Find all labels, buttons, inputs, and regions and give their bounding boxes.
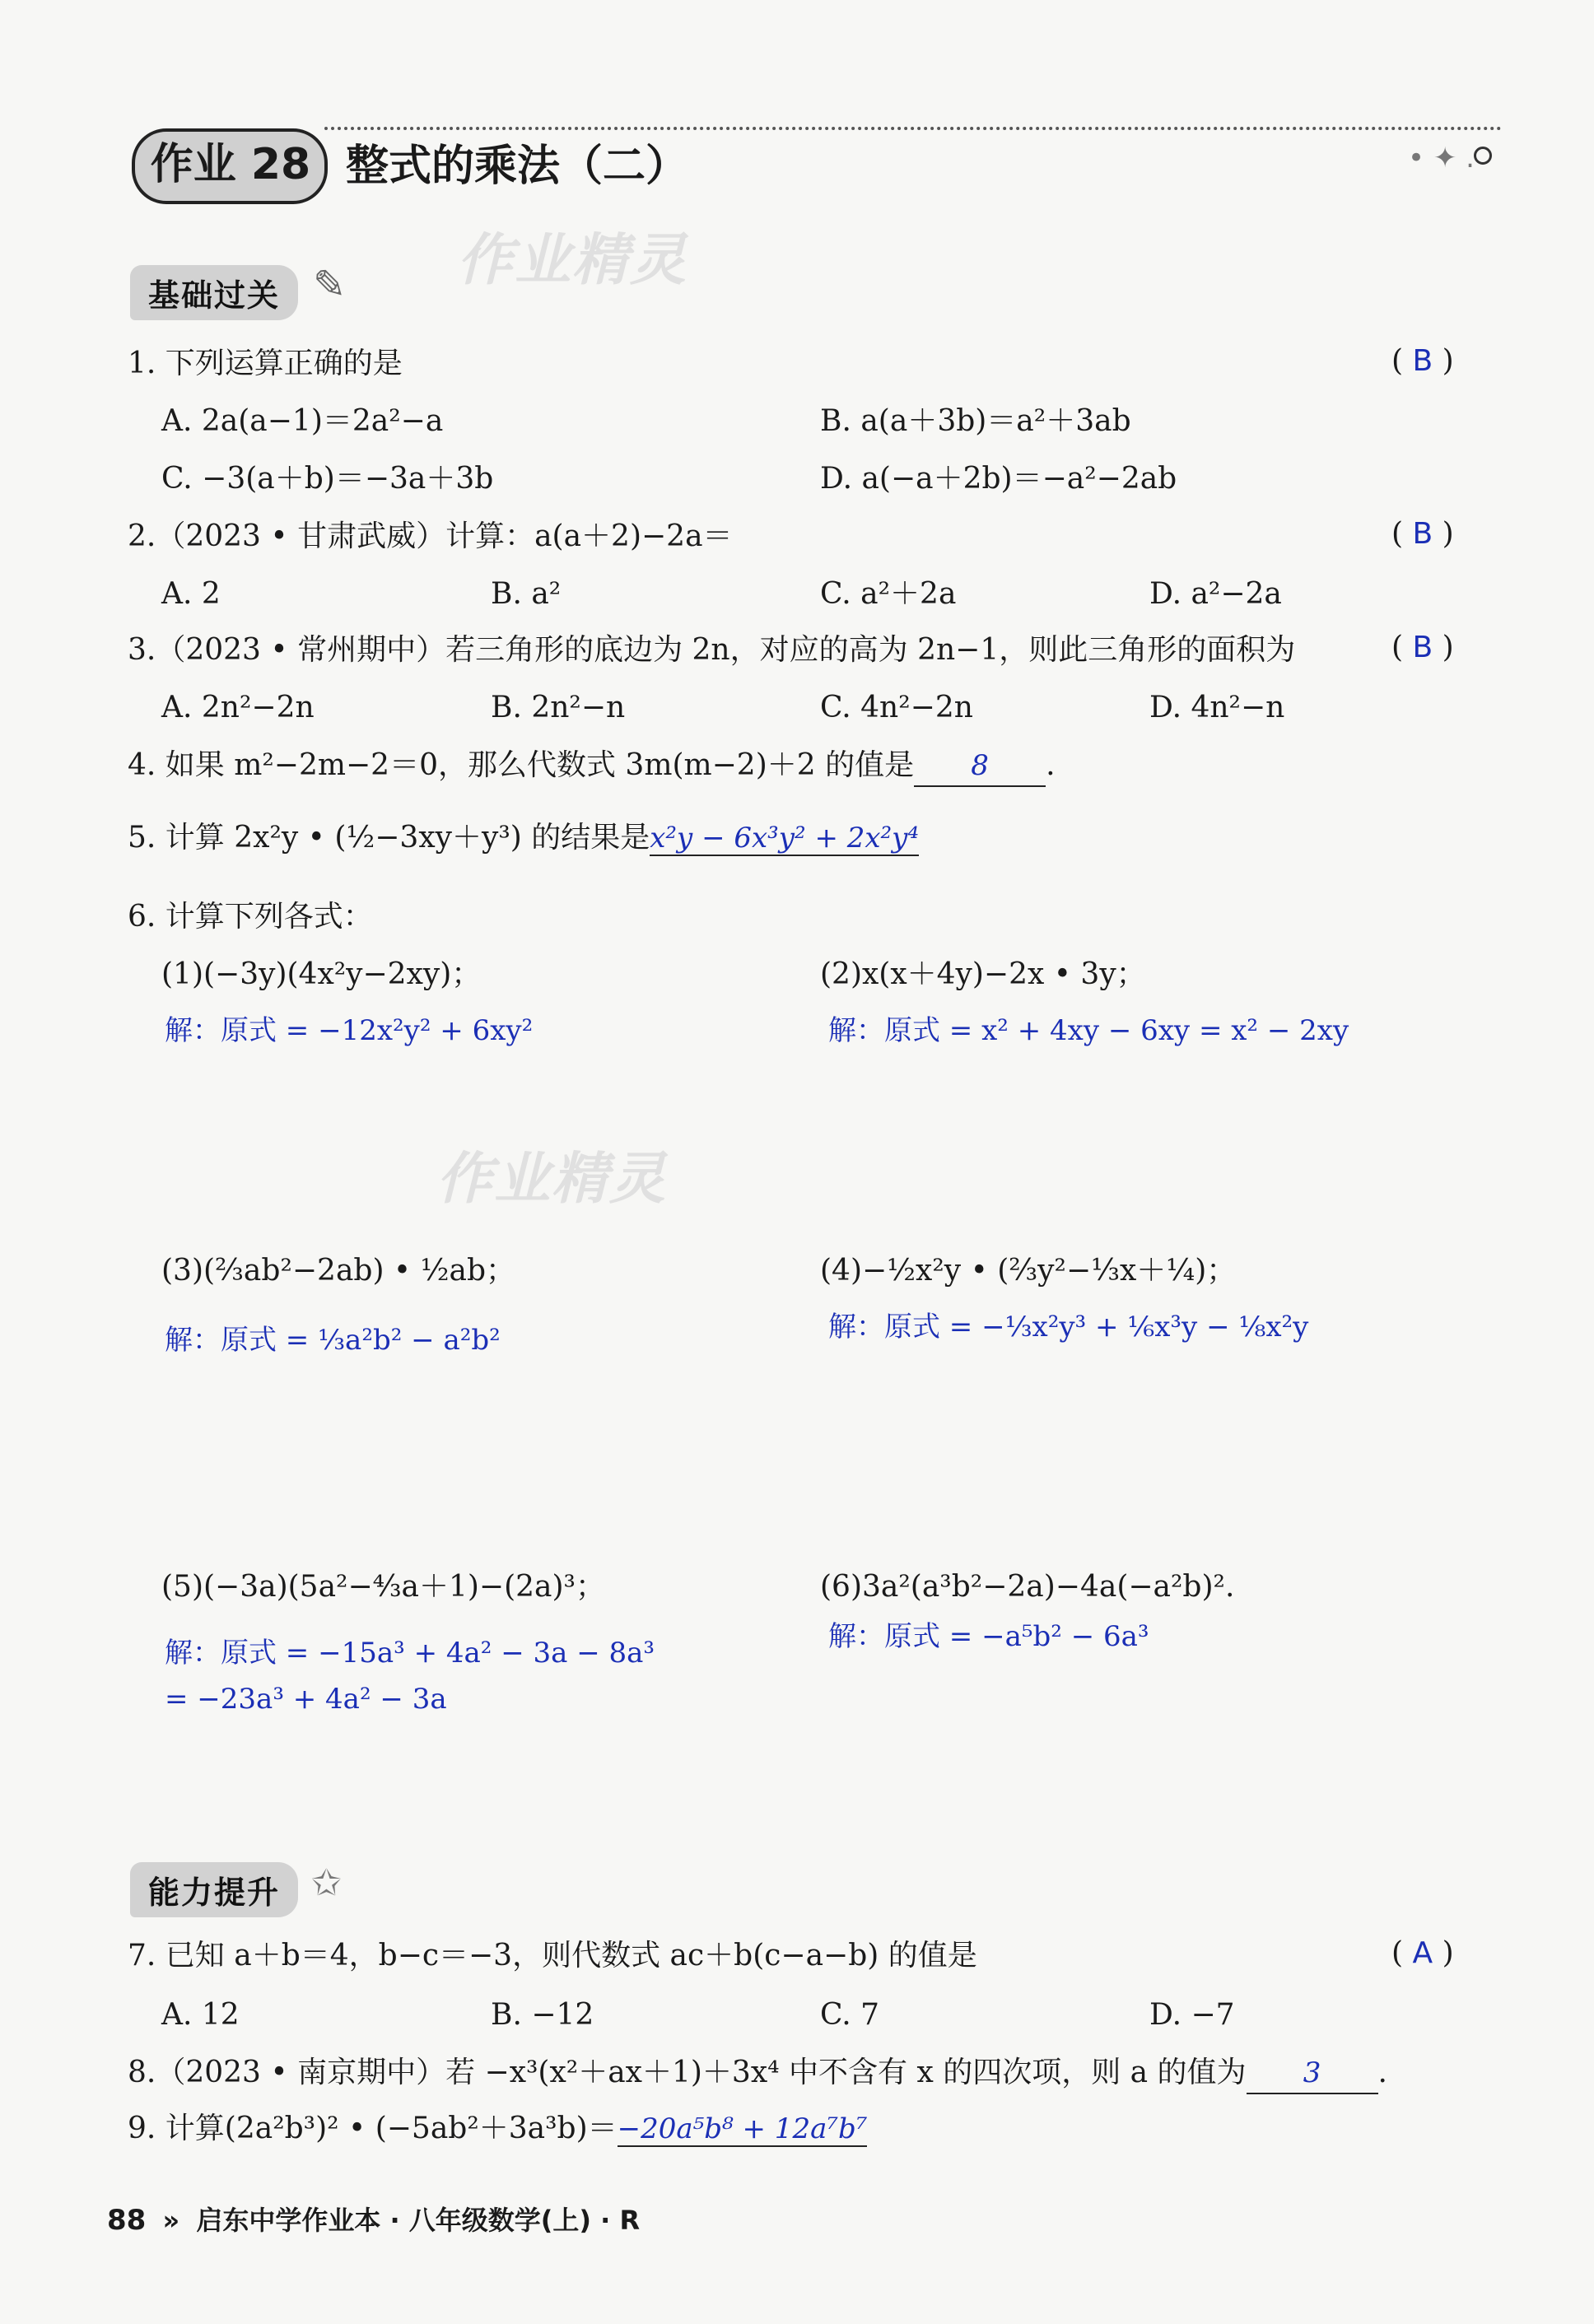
question-9-stem: 9. 计算(2a²b³)² • (−5ab²＋3a³b)＝ [128,2112,618,2145]
question-3-option-c: C. 4n²−2n [820,691,973,724]
question-1-option-c: C. −3(a＋b)＝−3a＋3b [161,462,494,496]
question-6-part-2-solution: 解：原式 = x² + 4xy − 6xy = x² − 2xy [828,1014,1349,1047]
question-6-part-3: (3)(⅔ab²−2ab) • ½ab； [161,1254,516,1288]
question-2-option-d: D. a²−2a [1149,577,1282,611]
question-3-stem: 3.（2023 • 常州期中）若三角形的底边为 2n，对应的高为 2n−1，则此三角形的面积为 [128,633,1296,667]
question-2-answer-bracket: ( B ) [1391,517,1454,551]
question-7-option-b: B. −12 [491,1998,594,2032]
question-6-part-5-solution-line-2: = −23a³ + 4a² − 3a [165,1683,447,1716]
question-2-option-a: A. 2 [161,577,221,611]
question-6-part-3-solution: 解：原式 = ⅓a²b² − a²b² [165,1324,501,1357]
sparkle-icon: • ✦ . [1408,142,1475,175]
question-8-end: . [1377,2056,1387,2089]
question-7-option-d: D. −7 [1149,1998,1235,2032]
question-1-option-d: D. a(−a＋2b)＝−a²−2ab [820,462,1177,496]
question-7-answer-bracket: ( A ) [1391,1936,1454,1970]
question-1-answer-bracket: ( B ) [1391,344,1454,378]
page-number: 88 [107,2204,147,2237]
book-title: 启东中学作业本 · 八年级数学(上) · R [196,2205,641,2236]
question-1-option-b: B. a(a＋3b)＝a²＋3ab [820,404,1131,438]
question-8-stem: 8.（2023 • 南京期中）若 −x³(x²＋ax＋1)＋3x⁴ 中不含有 x 的四次项，则 a 的值为 [128,2056,1247,2089]
question-4-stem: 4. 如果 m²−2m−2＝0，那么代数式 3m(m−2)＋2 的值是 [128,748,915,782]
question-3-answer-bracket: ( B ) [1391,631,1454,664]
question-6-part-5-solution: 解：原式 = −15a³ + 4a² − 3a − 8a³ [165,1637,655,1670]
question-9-answer: −20a⁵b⁸ + 12a⁷b⁷ [617,2112,868,2145]
question-1-answer: B [1412,344,1433,378]
question-6-part-1-solution: 解：原式 = −12x²y² + 6xy² [165,1014,534,1047]
question-4-answer: 8 [914,746,1046,787]
question-2-option-b: B. a² [491,577,562,611]
section-label-advanced: 能力提升 [130,1862,298,1917]
chevron-icon: » [162,2205,180,2236]
question-6-part-6: (6)3a²(a³b²−2a)−4a(−a²b)². [820,1570,1235,1604]
question-3-option-b: B. 2n²−n [491,691,626,724]
footer [107,2200,640,2238]
section-label-basic: 基础过关 [130,265,298,320]
question-2-option-c: C. a²＋2a [820,577,957,611]
watermark: 作业精灵 [436,1147,668,1212]
question-3-option-d: D. 4n²−n [1149,691,1285,724]
question-7-option-a: A. 12 [161,1998,240,2032]
question-4-end: . [1046,748,1056,782]
question-6-part-2: (2)x(x＋4y)−2x • 3y； [820,957,1146,991]
question-2-stem: 2.（2023 • 甘肃武威）计算：a(a＋2)−2a＝ [128,519,733,553]
question-5-answer: x²y − 6x³y² + 2x²y⁴ [650,822,920,855]
page-title: 整式的乘法（二） [346,142,689,191]
question-1-option-a: A. 2a(a−1)＝2a²−a [161,404,444,438]
question-6-part-5: (5)(−3a)(5a²−⁴⁄₃a＋1)−(2a)³； [161,1570,605,1604]
watermark: 作业精灵 [457,228,688,293]
question-6-part-6-solution: 解：原式 = −a⁵b² − 6a³ [828,1620,1149,1653]
question-7-option-c: C. 7 [820,1998,880,2032]
question-9 [128,2109,867,2149]
question-7-answer: A [1412,1936,1433,1970]
question-8-answer: 3 [1247,2053,1378,2094]
header-badge-label: 作业 28 [150,140,311,189]
question-6-part-1: (1)(−3y)(4x²y−2xy)； [161,957,482,991]
question-4 [128,746,1056,787]
question-5 [128,818,919,858]
star-icon: ✩ [311,1862,342,1904]
question-1-stem: 1. 下列运算正确的是 [128,347,403,380]
question-8 [128,2053,1387,2094]
circle-icon [1474,147,1492,165]
question-6-stem: 6. 计算下列各式： [128,900,373,934]
question-3-answer: B [1412,631,1433,664]
question-3-option-a: A. 2n²−2n [161,691,315,724]
question-6-part-4-solution: 解：原式 = −⅓x²y³ + ⅙x³y − ⅛x²y [828,1311,1309,1344]
question-2-answer: B [1412,517,1433,551]
header-dotted-rule [324,127,1502,130]
pencil-icon: ✎ [313,262,347,308]
header [124,123,1507,206]
question-7-stem: 7. 已知 a＋b＝4，b−c＝−3，则代数式 ac＋b(c−a−b) 的值是 [128,1939,977,1972]
question-6-part-4: (4)−½x²y • (⅔y²−⅓x＋¼)； [820,1254,1237,1288]
question-5-stem: 5. 计算 2x²y • (½−3xy＋y³) 的结果是 [128,821,650,855]
